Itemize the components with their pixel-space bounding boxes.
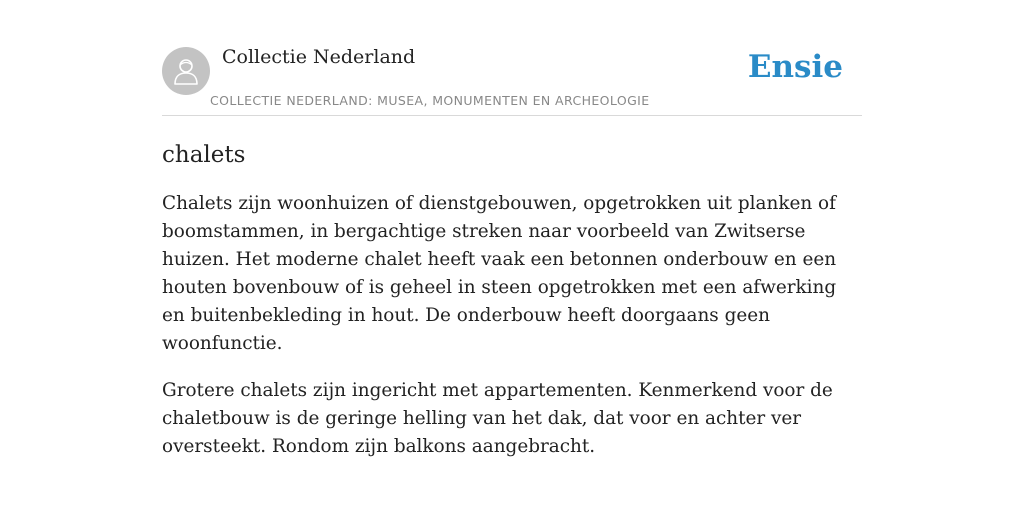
ensie-logo[interactable]: Ensie bbox=[747, 49, 843, 85]
source-label[interactable]: COLLECTIE NEDERLAND: MUSEA, MONUMENTEN EN ARCHEOLOGIE bbox=[210, 93, 650, 108]
avatar[interactable] bbox=[162, 47, 210, 95]
entry-card bbox=[162, 0, 862, 480]
entry-header bbox=[162, 0, 862, 116]
entry-title: chalets bbox=[162, 142, 246, 168]
paragraph: Grotere chalets zijn ingericht met appartementen. Kenmerkend voor de chaletbouw is de geringe helling van het dak, dat voor en achter ver oversteekt. Rondom zijn balkons aangebracht. bbox=[162, 380, 833, 457]
entry-body bbox=[162, 190, 862, 461]
user-outline-icon bbox=[173, 57, 199, 85]
author-name[interactable]: Collectie Nederland bbox=[222, 46, 416, 68]
paragraph: Chalets zijn woonhuizen of dienstgebouwen, opgetrokken uit planken of boomstammen, in bergachtige streken naar voorbeeld van Zwitserse huizen. Het moderne chalet heeft vaak een betonnen onderbouw en een houten bovenbouw of is geheel in steen opgetrokken met een afwerking en buitenbekleding in hout. De onderbouw heeft doorgaans geen woonfunctie. bbox=[162, 193, 837, 354]
